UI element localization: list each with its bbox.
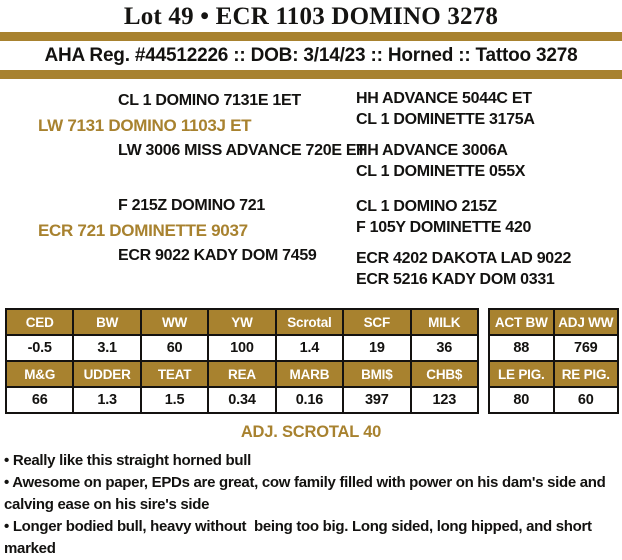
grandparent: CL 1 DOMINETTE 055X	[356, 163, 526, 180]
epd-header-row	[6, 309, 478, 335]
epd-value-cell: 19	[343, 335, 410, 361]
epd-header-cell: CED	[6, 309, 73, 335]
epd-header-cell: YW	[208, 309, 275, 335]
adj-scrotal-note: ADJ. SCROTAL 40	[240, 423, 382, 441]
epd-value-cell: 3.1	[73, 335, 140, 361]
epd-value-cell: 1.4	[276, 335, 343, 361]
grandparent: F 105Y DOMINETTE 420	[356, 219, 532, 236]
perf-value-cell: 60	[554, 387, 619, 413]
epd-value-row	[6, 335, 478, 361]
epd-value-cell: 123	[411, 387, 478, 413]
epd-header-cell: WW	[141, 309, 208, 335]
dam-of-dam: ECR 9022 KADY DOM 7459	[118, 247, 317, 264]
epd-header-cell: MILK	[411, 309, 478, 335]
epd-header-cell: BMI$	[343, 361, 410, 387]
epd-header-cell: CHB$	[411, 361, 478, 387]
epd-header-cell: TEAT	[141, 361, 208, 387]
perf-header-row	[489, 309, 618, 335]
epd-value-cell: 60	[141, 335, 208, 361]
grandparent: HH ADVANCE 3006A	[356, 142, 508, 159]
lot-title: Lot 49 • ECR 1103 DOMINO 3278	[123, 3, 499, 30]
epd-value-cell: -0.5	[6, 335, 73, 361]
perf-header-row	[489, 361, 618, 387]
perf-header-cell: ACT BW	[489, 309, 554, 335]
perf-value-cell: 88	[489, 335, 554, 361]
epd-header-cell: REA	[208, 361, 275, 387]
epd-value-cell: 66	[6, 387, 73, 413]
note-line: • Longer bodied bull, heavy without being too big. Long sided, long hipped, and short marked	[4, 518, 596, 557]
pedigree-right-column	[356, 88, 622, 304]
pedigree	[0, 79, 622, 304]
registration-line: AHA Reg. #44512226 :: DOB: 3/14/23 :: Horned :: Tattoo 3278	[44, 45, 578, 66]
perf-header-cell: ADJ WW	[554, 309, 619, 335]
sire-group	[0, 88, 366, 163]
perf-value-cell: 769	[554, 335, 619, 361]
catalog-page	[0, 2, 622, 557]
grandparent-pair	[356, 196, 622, 238]
epd-table	[5, 308, 479, 414]
notes-section	[0, 450, 622, 560]
grandparent-pair	[356, 88, 622, 130]
note-line: • Awesome on paper, EPDs are great, cow family filled with power on his dam's side and calving ease on his sire's side	[4, 474, 610, 513]
epd-value-cell: 0.16	[276, 387, 343, 413]
grandparent: CL 1 DOMINETTE 3175A	[356, 111, 535, 128]
perf-value-row	[489, 335, 618, 361]
dam-name: ECR 721 DOMINETTE 9037	[38, 221, 248, 240]
epd-value-cell: 1.3	[73, 387, 140, 413]
sire-of-sire: CL 1 DOMINO 7131E 1ET	[118, 92, 301, 109]
grandparent: CL 1 DOMINO 215Z	[356, 198, 497, 215]
epd-value-cell: 100	[208, 335, 275, 361]
divider-bar-bottom	[0, 70, 622, 79]
grandparent: HH ADVANCE 5044C ET	[356, 90, 532, 107]
grandparent: ECR 5216 KADY DOM 0331	[356, 271, 555, 288]
perf-header-cell: LE PIG.	[489, 361, 554, 387]
epd-value-row	[6, 387, 478, 413]
grandparent-pair	[356, 140, 622, 182]
perf-value-cell: 80	[489, 387, 554, 413]
epd-header-cell: BW	[73, 309, 140, 335]
grandparent: ECR 4202 DAKOTA LAD 9022	[356, 250, 572, 267]
epd-value-cell: 397	[343, 387, 410, 413]
dam-grandparents	[356, 196, 622, 290]
epd-header-row	[6, 361, 478, 387]
perf-value-row	[489, 387, 618, 413]
epd-header-cell: MARB	[276, 361, 343, 387]
tables-row	[0, 308, 622, 414]
epd-value-cell: 36	[411, 335, 478, 361]
sire-of-dam: F 215Z DOMINO 721	[118, 197, 265, 214]
note-line: • Really like this straight horned bull	[4, 452, 251, 469]
divider-bar-top	[0, 32, 622, 41]
epd-header-cell: UDDER	[73, 361, 140, 387]
pedigree-left-column	[0, 88, 366, 304]
sire-grandparents	[356, 88, 622, 182]
epd-value-cell: 1.5	[141, 387, 208, 413]
sire-name: LW 7131 DOMINO 1103J ET	[38, 116, 252, 135]
epd-header-cell: Scrotal	[276, 309, 343, 335]
grandparent-pair	[356, 248, 622, 290]
epd-header-cell: SCF	[343, 309, 410, 335]
epd-value-cell: 0.34	[208, 387, 275, 413]
epd-header-cell: M&G	[6, 361, 73, 387]
dam-of-sire: LW 3006 MISS ADVANCE 720E ET	[118, 142, 366, 159]
dam-group	[0, 193, 356, 268]
perf-header-cell: RE PIG.	[554, 361, 619, 387]
performance-table	[488, 308, 619, 414]
